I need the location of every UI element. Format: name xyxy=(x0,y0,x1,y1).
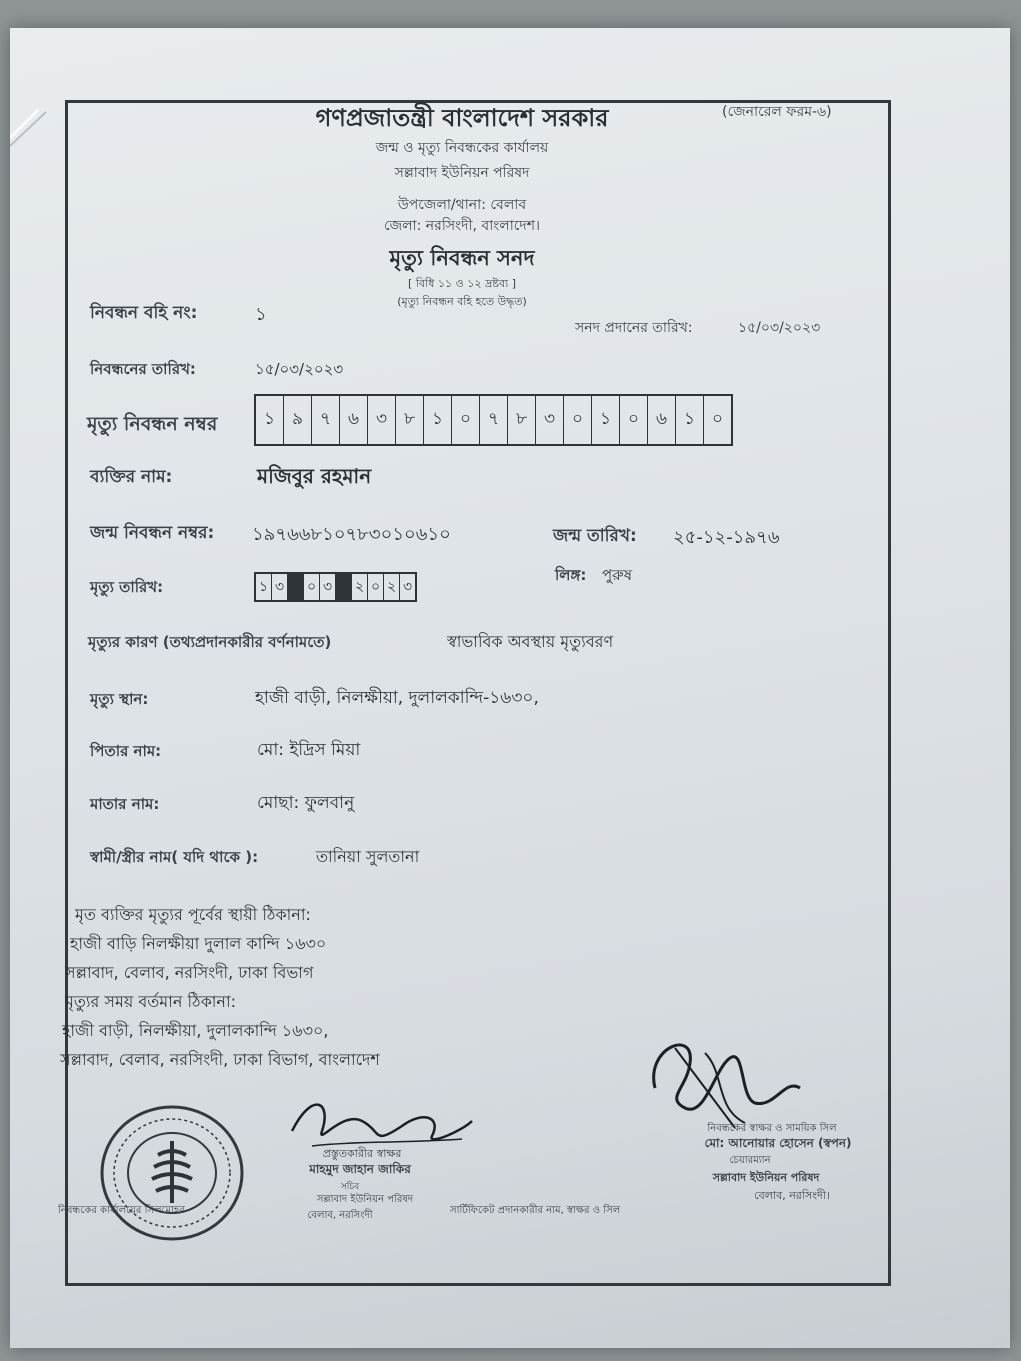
death-date-digit: ৩ xyxy=(402,579,413,595)
birth-date-label: জন্ম তারিখ: xyxy=(553,526,637,546)
death-date-separator xyxy=(288,574,304,600)
rule-reference: [ বিধি ১১ ও ১২ দ্রষ্টব্য ] xyxy=(407,277,517,290)
death-date-digit: ০ xyxy=(304,574,320,600)
registrar-designation: চেয়ারম্যান xyxy=(729,1155,771,1166)
seal-footer-label: নিবন্ধকের কার্যালয়ের সিলমোহর xyxy=(58,1205,185,1216)
preparer-name: মাহমুদ জাহান জাকির xyxy=(309,1162,411,1176)
register-book-value: ১ xyxy=(255,304,267,325)
present-address-line2: সল্লাবাদ, বেলাব, নরসিংদী, ঢাকা বিভাগ, বাংলাদেশ xyxy=(60,1050,380,1069)
death-reg-digit: ৭ xyxy=(480,396,508,444)
death-date-digit: ১ xyxy=(256,574,272,600)
permanent-address-line1: হাজী বাড়ি নিলক্ষীয়া দুলাল কান্দি ১৬৩০ xyxy=(70,934,327,953)
death-place-value: হাজী বাড়ী, নিলক্ষীয়া, দুলালকান্দি-১৬৩০, xyxy=(255,688,539,708)
death-date-label: মৃত্যু তারিখ: xyxy=(90,578,164,596)
certificate-paper xyxy=(10,28,1010,1348)
death-reg-digit: ১ xyxy=(424,396,452,444)
registrar-place: বেলাব, নরসিংদী। xyxy=(754,1189,830,1202)
preparer-designation: সচিব xyxy=(340,1182,360,1192)
death-reg-digit: ৯ xyxy=(284,396,312,444)
issue-date-label: সনদ প্রদানের তারিখ: xyxy=(575,320,693,336)
registration-date-label: নিবন্ধনের তারিখ: xyxy=(90,360,196,378)
extract-note: (মৃত্যু নিবন্ধন বহি হতে উদ্ধৃত) xyxy=(397,295,527,308)
form-number: (জেনারেল ফরম-৬) xyxy=(722,104,832,120)
death-reg-digit: ৬ xyxy=(340,396,368,444)
death-reg-digit: ১ xyxy=(256,396,284,444)
death-date-digit: ০ xyxy=(368,574,384,600)
preparer-office: সল্লাবাদ ইউনিয়ন পরিষদ xyxy=(316,1194,414,1205)
permanent-address-line2: সল্লাবাদ, বেলাব, নরসিংদী, ঢাকা বিভাগ xyxy=(65,963,314,982)
person-name-value: মজিবুর রহমান xyxy=(257,464,372,488)
registrar-role: নিবন্ধকের স্বাক্ষর ও সাময়িক সিল xyxy=(707,1123,837,1134)
death-reg-digit: ০ xyxy=(564,396,592,444)
death-reg-digit: ৩ xyxy=(368,396,396,444)
office-name: জন্ম ও মৃত্যু নিবন্ধকের কার্যালয় xyxy=(375,140,549,156)
death-date-digit: ২ xyxy=(352,574,368,600)
death-reg-digit: ৭ xyxy=(312,396,340,444)
death-reg-digit: ০ xyxy=(452,396,480,444)
mother-value: মোছা: ফুলবানু xyxy=(257,793,355,813)
preparer-role: প্রস্তুতকারীর স্বাক্ষর xyxy=(322,1147,402,1160)
preparer-place: বেলাব, নরসিংদী xyxy=(307,1210,373,1221)
present-address-line1: হাজী বাড়ী, নিলক্ষীয়া, দুলালকান্দি ১৬৩০, xyxy=(62,1021,329,1040)
upazila-name: উপজেলা/থানা: বেলাব xyxy=(397,197,527,213)
government-title: গণপ্রজাতন্ত্রী বাংলাদেশ সরকার xyxy=(315,104,609,132)
birth-reg-no-label: জন্ম নিবন্ধন নম্বর: xyxy=(90,523,215,543)
registrar-name: মো: আনোয়ার হোসেন (স্বপন) xyxy=(704,1136,852,1150)
issuer-footer-label: সার্টিফিকেট প্রদানকারীর নাম, স্বাক্ষর ও সিল xyxy=(450,1205,621,1216)
cause-label: মৃত্যুর কারণ (তথ্যপ্রদানকারীর বর্ণনামতে) xyxy=(88,633,332,651)
district-name: জেলা: নরসিংদী, বাংলাদেশ। xyxy=(383,218,541,234)
death-reg-digit: ৬ xyxy=(648,396,676,444)
father-label: পিতার নাম: xyxy=(90,742,162,760)
birth-date-value: ২৫-১২-১৯৭৬ xyxy=(673,527,780,548)
registrar-office: সল্লাবাদ ইউনিয়ন পরিষদ xyxy=(712,1171,820,1184)
death-reg-digit: ১ xyxy=(592,396,620,444)
gender-label: লিঙ্গ: xyxy=(555,566,587,584)
death-reg-digit: ৮ xyxy=(508,396,536,444)
death-reg-digit: ০ xyxy=(711,409,724,429)
death-reg-digit: ৮ xyxy=(396,396,424,444)
death-date-grid xyxy=(254,572,417,602)
death-reg-digit: ৩ xyxy=(536,396,564,444)
present-address-label: মৃত্যুর সময় বর্তমান ঠিকানা: xyxy=(65,992,236,1011)
death-reg-digit: ০ xyxy=(620,396,648,444)
paper-fold-mark xyxy=(10,108,50,148)
spouse-label: স্বামী/স্ত্রীর নাম( যদি থাকে ): xyxy=(90,848,259,866)
official-seal-icon xyxy=(98,1103,246,1243)
death-reg-no-grid xyxy=(254,394,733,446)
death-date-digit: ৩ xyxy=(272,574,288,600)
person-name-label: ব্যক্তির নাম: xyxy=(90,467,173,487)
death-date-separator xyxy=(336,574,352,600)
cause-value: স্বাভাবিক অবস্থায় মৃত্যুবরণ xyxy=(447,632,614,651)
register-book-label: নিবন্ধন বহি নং: xyxy=(90,303,198,323)
death-reg-no-label: মৃত্যু নিবন্ধন নম্বর xyxy=(87,413,218,435)
death-place-label: মৃত্যু স্থান: xyxy=(90,690,149,708)
registration-date-value: ১৫/০৩/২০২৩ xyxy=(255,360,344,378)
birth-reg-no-value: ১৯৭৬৬৮১০৭৮৩০১০৬১০ xyxy=(252,524,451,545)
spouse-value: তানিয়া সুলতানা xyxy=(316,847,420,866)
death-reg-digit: ১ xyxy=(676,396,704,444)
gender-value: পুরুষ xyxy=(602,566,632,584)
issue-date-value: ১৫/০৩/২০২৩ xyxy=(738,320,821,336)
death-date-digit: ৩ xyxy=(320,574,336,600)
permanent-address-label: মৃত ব্যক্তির মৃত্যুর পূর্বের স্থায়ী ঠিকানা: xyxy=(75,905,311,924)
certificate-title: মৃত্যু নিবন্ধন সনদ xyxy=(389,246,535,270)
mother-label: মাতার নাম: xyxy=(90,795,160,813)
union-name: সল্লাবাদ ইউনিয়ন পরিষদ xyxy=(394,165,530,181)
father-value: মো: ইদ্রিস মিয়া xyxy=(257,740,361,760)
death-date-digit: ২ xyxy=(384,574,400,600)
